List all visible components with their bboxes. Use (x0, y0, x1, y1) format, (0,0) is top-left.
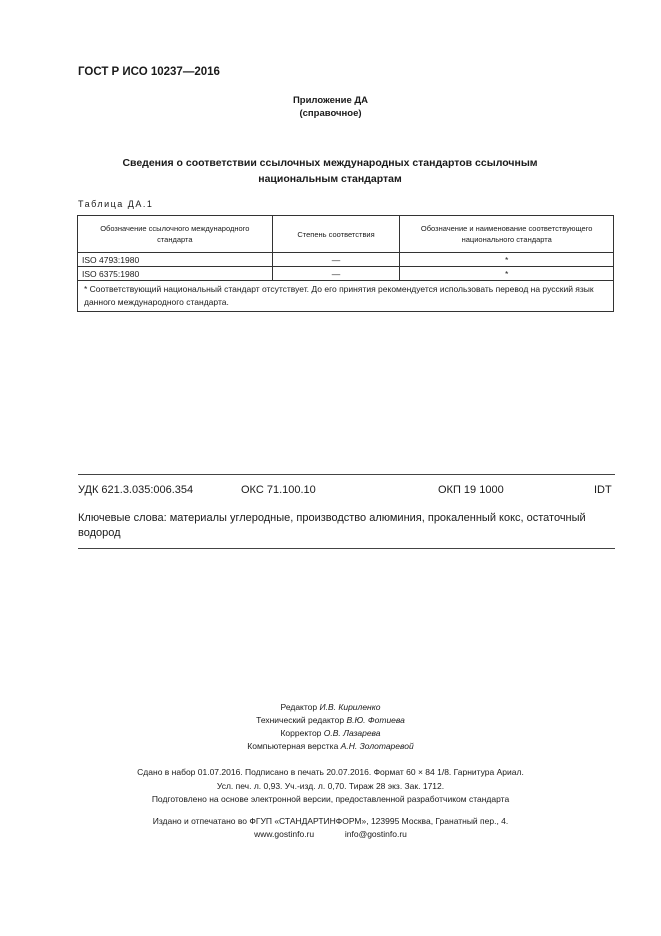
table-row (78, 253, 614, 267)
table-footnote: * Соответствующий национальный стандарт отсутствует. До его принятия рекомендуется использовать перевод на русский язык данного международного стандарта. (78, 281, 614, 312)
divider-top (78, 474, 615, 475)
tech-editor-label: Технический редактор (256, 715, 345, 725)
cell-ref: ISO 4793:1980 (78, 253, 273, 267)
header-degree-of-conformity: Степень соответствия (272, 216, 400, 253)
document-standard-code: ГОСТ Р ИСО 10237—2016 (78, 66, 220, 78)
table-footnote-row (78, 281, 614, 312)
credit-corrector (0, 728, 661, 738)
layout-label: Компьютерная верстка (247, 741, 339, 751)
editor-label: Редактор (280, 702, 318, 712)
layout-name: А.Н. Золотаревой (340, 741, 414, 751)
corrector-label: Корректор (280, 728, 322, 738)
table-row (78, 267, 614, 281)
cell-national: * (400, 253, 614, 267)
credit-layout (0, 741, 661, 751)
publisher-info: Издано и отпечатано во ФГУП «СТАНДАРТИНФОРМ», 123995 Москва, Гранатный пер., 4. (152, 816, 509, 826)
corrector-name: О.В. Лазарева (323, 728, 381, 738)
print-info-line1: Сдано в набор 01.07.2016. Подписано в печать 20.07.2016. Формат 60 × 84 1/8. Гарнитура Ариал. (137, 767, 524, 777)
credit-tech-editor (0, 715, 661, 725)
cell-ref: ISO 6375:1980 (78, 267, 273, 281)
oks-code: ОКС 71.100.10 (241, 484, 316, 496)
reference-standards-table (77, 215, 614, 312)
website-link[interactable]: www.gostinfo.ru (254, 829, 315, 839)
editor-name: И.В. Кириленко (319, 702, 381, 712)
keywords: Ключевые слова: материалы углеродные, производство алюминия, прокаленный кокс, остаточный водород (78, 512, 586, 539)
appendix-title: Приложение ДА (292, 95, 369, 106)
divider-bottom (78, 548, 615, 549)
print-info-line3: Подготовлено на основе электронной версии, предоставленной разработчиком стандарта (151, 794, 510, 804)
tech-editor-name: В.Ю. Фотиева (346, 715, 405, 725)
table-caption: Таблица ДА.1 (78, 199, 154, 209)
cell-degree: — (272, 253, 400, 267)
cell-national: * (400, 267, 614, 281)
okp-code: ОКП 19 1000 (438, 484, 504, 496)
header-national-standard: Обозначение и наименование соответствующего национального стандарта (400, 216, 614, 253)
table-header-row (78, 216, 614, 253)
publisher-contacts (0, 829, 661, 839)
email-link[interactable]: info@gostinfo.ru (344, 829, 407, 839)
udk-code: УДК 621.3.035:006.354 (78, 484, 194, 496)
cell-degree: — (272, 267, 400, 281)
section-title: Сведения о соответствии ссылочных международных стандартов ссылочным национальным стандартам (122, 157, 538, 185)
credit-editor (0, 702, 661, 712)
idt-label: IDT (594, 484, 612, 496)
appendix-subtitle: (справочное) (299, 108, 362, 119)
print-info-line2: Усл. печ. л. 0,93. Уч.-изд. л. 0,70. Тираж 28 экз. Зак. 1712. (216, 781, 445, 791)
header-international-standard: Обозначение ссылочного международного стандарта (78, 216, 273, 253)
